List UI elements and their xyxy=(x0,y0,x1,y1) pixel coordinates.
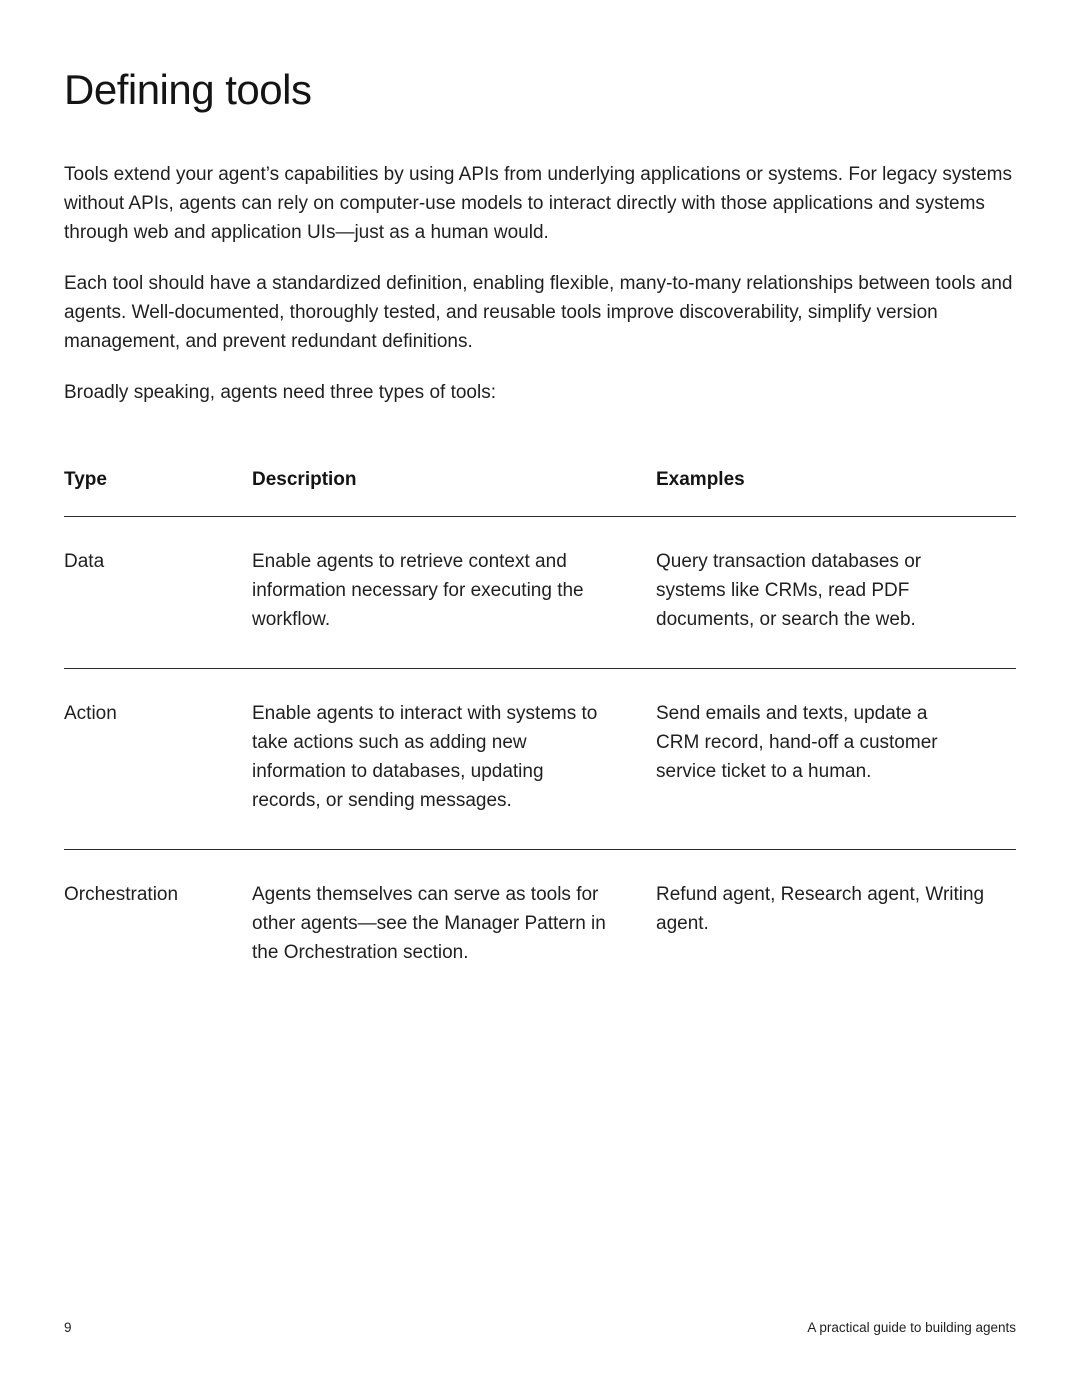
page-title: Defining tools xyxy=(64,66,312,113)
table-row-orchestration-description: Agents themselves can serve as tools for other agents—see the Manager Pattern in the Orchestration section. xyxy=(252,884,606,963)
paragraph-three-types: Broadly speaking, agents need three types of tools: xyxy=(64,382,496,403)
table-row-orchestration-type: Orchestration xyxy=(64,884,179,905)
paragraph-intro-tools: Tools extend your agent’s capabilities by using APIs from underlying applications or systems. For legacy systems without APIs, agents can rely on computer-use models to interact directly with those applications and systems through web and application UIs—just as a human would. xyxy=(64,164,1012,243)
page-number: 9 xyxy=(64,1320,72,1335)
table-row-action-examples: Send emails and texts, update a CRM record, hand-off a customer service ticket to a human. xyxy=(656,669,1016,850)
paragraph-tool-definition: Each tool should have a standardized definition, enabling flexible, many-to-many relationships between tools and agents. Well-documented, thoroughly tested, and reusable tools improve discoverability, simplify version management, and prevent redundant definitions. xyxy=(64,273,1013,352)
tools-table xyxy=(64,465,1016,1001)
table-row-data-examples: Query transaction databases or systems like CRMs, read PDF documents, or search the web. xyxy=(656,517,1016,669)
column-header-description: Description xyxy=(252,465,656,517)
body-copy xyxy=(64,160,1016,407)
table-row-action-description: Enable agents to interact with systems to take actions such as adding new information to databases, updating records, or sending messages. xyxy=(252,669,656,850)
footer-text: A practical guide to building agents xyxy=(807,1320,1016,1335)
column-header-type: Type xyxy=(64,465,252,517)
table-row-data-type: Data xyxy=(64,517,252,669)
column-header-examples: Examples xyxy=(656,465,1016,517)
table-row-action-type: Action xyxy=(64,669,252,850)
table-row-orchestration-examples: Refund agent, Research agent, Writing agent. xyxy=(656,884,985,934)
page-footer xyxy=(64,1320,1016,1335)
table-row-data-description: Enable agents to retrieve context and information necessary for executing the workflow. xyxy=(252,517,656,669)
